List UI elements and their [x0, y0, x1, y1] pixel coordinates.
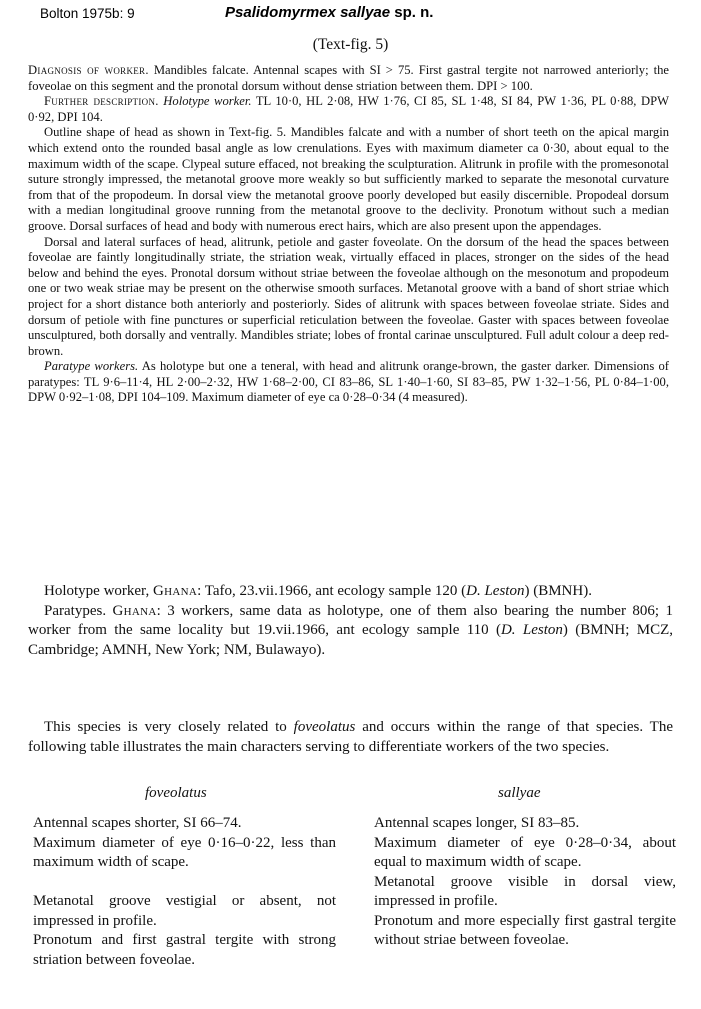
paratype-country: Ghana	[112, 602, 157, 619]
species-title	[225, 4, 433, 21]
paratype-material-paragraph	[28, 602, 673, 661]
comparison-right-item: Metanotal groove visible in dorsal view, impressed in profile.	[374, 873, 676, 909]
species-binomial-genus: Psalidomyrmex	[225, 4, 336, 21]
holotype-material-tail: ) (BMNH).	[524, 583, 592, 599]
holotype-measurements: TL 10·0, HL 2·08, HW 1·76, CI 85, SL 1·48, SI 84, PW 1·36, PL 0·88, DPW 0·92, DPI 104.	[28, 94, 669, 124]
holotype-country: Ghana	[152, 583, 198, 599]
comparison-left-item: Antennal scapes shorter, SI 66–74.	[33, 815, 242, 831]
comparison-spacer	[33, 873, 336, 893]
relationship-paragraph	[28, 718, 673, 757]
paratype-material-lead: Paratypes.	[44, 602, 107, 619]
comparison-left-item: Metanotal groove vestigial or absent, not impressed in profile.	[33, 893, 336, 929]
species-binomial-epithet: sallyae	[340, 4, 391, 21]
comparison-left-column	[33, 814, 336, 970]
figure-reference: (Text-fig. 5)	[312, 36, 389, 53]
related-species-name: foveolatus	[293, 719, 356, 735]
paratype-text: As holotype but one a teneral, with head and alitrunk orange-brown, the gaster darker. Dimensions of paratypes: TL 9·6–11·4, HL 2·00–2·32, HW 1·68–2·00, CI 83–86, SL 1·40–1·60, SI 83–85, PW 1·32–1·56, PL 0·84–1·00, DPW 0·92–1·08, DPI 104–109. Maximum diameter of eye ca 0·28–0·34 (4 measured).	[28, 359, 669, 405]
holotype-label: Holotype worker.	[163, 94, 252, 109]
holotype-material-paragraph	[28, 582, 673, 602]
comparison-right-header: sallyae	[498, 785, 541, 801]
paratype-material-text-2: ) (BMNH; MCZ, Cambridge; AMNH, New York; NM, Bulawayo).	[28, 622, 674, 658]
citation-reference: Bolton 1975b: 9	[40, 6, 135, 21]
holotype-material-lead: Holotype worker,	[44, 583, 150, 599]
comparison-right-item: Pronotum and more especially first gastral tergite without striae between foveolae.	[374, 912, 676, 948]
paratype-paragraph	[28, 359, 669, 406]
diagnosis-paragraph	[28, 63, 669, 94]
diagnosis-text: Mandibles falcate. Antennal scapes with SI > 75. First gastral tergite not narrowed anteriorly; the foveolae on this segment and the pronotal dorsum without dense striation between them. DPI > 100.	[28, 63, 669, 93]
comparison-right-item: Maximum diameter of eye 0·28–0·34, about equal to maximum width of scape.	[374, 834, 676, 870]
relationship-text-2: and occurs within the range of that species. The following table illustrates the main characters serving to differentiate workers of the two species.	[28, 719, 674, 755]
relationship-text-1: This species is very closely related to	[44, 719, 287, 735]
body-paragraph-sculpture: Dorsal and lateral surfaces of head, alitrunk, petiole and gaster foveolate. On the dorsum of the head the spaces between foveolae are faintly longitudinally striate, the striation weak, virtually effaced in places, stronger on the sides of the head below and behind the eyes. Pronotal dorsum without striae between the foveolae although on the mesonotum and propodeum one or two weak striae may be present on the otherwise smooth surfaces. Metanotal groove with a band of short striae which project for a short distance both anteriorly and posteriorly. Sides of alitrunk with spaces between foveolae striate. Sides and dorsum of petiole with fine punctures or superficial reticulation between the foveolae. Gaster with spaces between foveolae unsculptured, both dorsally and ventrally. Mandibles striate; lobes of frontal carinae unsculptured. Full adult colour a deep red-brown.	[28, 234, 669, 358]
paratype-material-text-1: : 3 workers, same data as holotype, one of them also bearing the number 806; 1 worker from the same locality but 19.vii.1966, ant ecology sample 110 (	[28, 602, 673, 638]
comparison-left-item: Maximum diameter of eye 0·16–0·22, less than maximum width of scape.	[33, 834, 336, 870]
further-description-heading: Further description.	[44, 94, 159, 109]
holotype-collector: D. Leston	[466, 583, 525, 599]
comparison-right-item: Antennal scapes longer, SI 83–85.	[374, 815, 580, 831]
paratype-collector: D. Leston	[500, 622, 563, 638]
further-description-paragraph	[28, 94, 669, 125]
body-paragraph-outline: Outline shape of head as shown in Text-fig. 5. Mandibles falcate and with a number of short teeth on the apical margin which extend onto the rounded basal angle as low crenulations. Eyes with maximum diameter ca 0·30, about equal to the maximum width of the scape. Clypeal suture effaced, not breaking the sculpturation. Alitrunk in profile with the promesonotal suture strongly impressed, the metanotal groove more weakly so but sufficiently marked to separate the mesonotal curvature from that of the propodeum. In dorsal view the metanotal groove poorly developed but easily discernible. Propodeal dorsum with a median longitudinal groove running from the metanotal groove to the declivity. Pronotum without such a median groove. Dorsal surfaces of head and body with numerous erect hairs, which are also present upon the appendages.	[28, 125, 669, 233]
relationship-block	[28, 718, 673, 757]
new-species-marker: sp. n.	[394, 4, 434, 21]
holotype-material-text: : Tafo, 23.vii.1966, ant ecology sample 120 (	[197, 583, 467, 599]
description-block	[28, 63, 669, 406]
comparison-right-column	[374, 814, 676, 951]
paratype-label: Paratype workers.	[44, 359, 139, 374]
type-material-block	[28, 582, 673, 660]
comparison-left-item: Pronotum and first gastral tergite with strong striation between foveolae.	[33, 932, 336, 968]
diagnosis-heading: Diagnosis of worker.	[28, 63, 149, 77]
comparison-left-header: foveolatus	[145, 785, 207, 801]
